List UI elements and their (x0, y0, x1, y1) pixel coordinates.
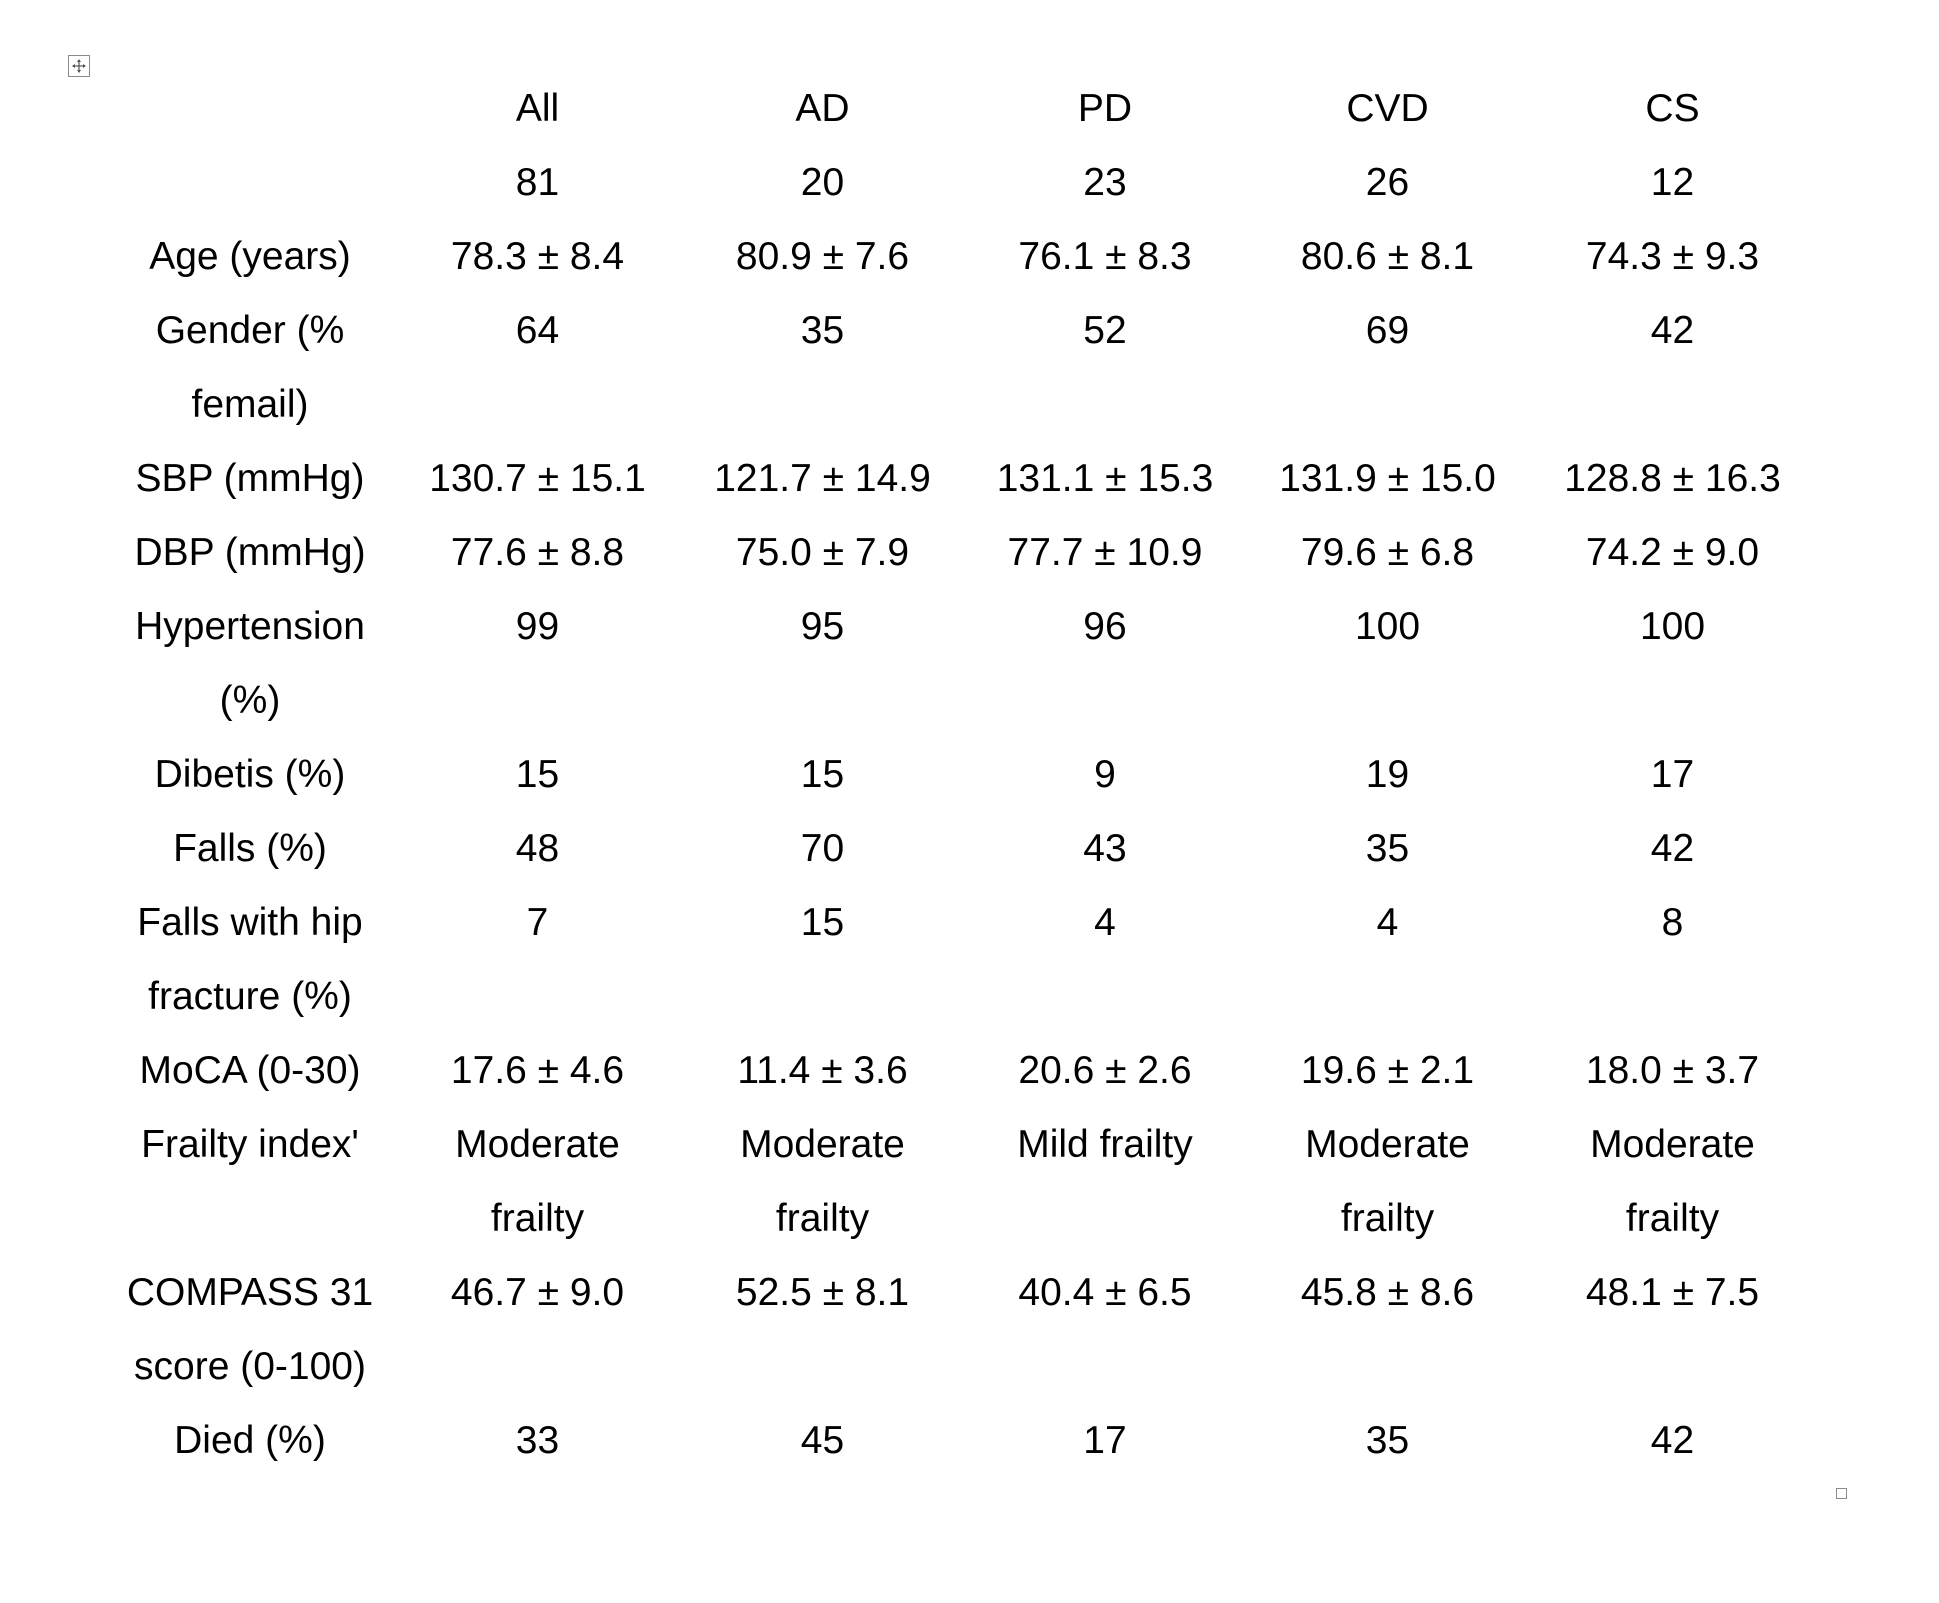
row-label-line: femail) (191, 383, 309, 426)
value-cell-pd: 9 (1094, 753, 1116, 796)
value-cell-pd: 131.1 ± 15.3 (996, 457, 1214, 500)
table-body (105, 146, 1815, 1478)
count-row (105, 146, 1815, 220)
row-label-cell (105, 738, 395, 812)
value-cell-ad: 121.7 ± 14.9 (714, 457, 931, 500)
count-cell-cs: 12 (1650, 161, 1695, 204)
value-line: frailty (1340, 1197, 1435, 1240)
value-cell-cs: 48.1 ± 7.5 (1585, 1271, 1760, 1314)
value-cell-cs: 17 (1650, 753, 1695, 796)
row-label-cell (105, 1034, 395, 1108)
row-label-line: Died (%) (174, 1419, 326, 1462)
value-cell-all: 33 (515, 1419, 560, 1462)
value-line: Mild frailty (1017, 1123, 1193, 1166)
value-cell-all: 7 (526, 901, 549, 944)
row-label-cell (105, 442, 395, 516)
value-cell-ad: 52.5 ± 8.1 (735, 1271, 910, 1314)
value-cell-pd (965, 1108, 1245, 1256)
table-row (105, 738, 1815, 812)
value-cell-pd: 4 (1094, 901, 1116, 944)
value-line: Moderate (1590, 1123, 1755, 1166)
row-label-cell (105, 516, 395, 590)
value-cell-ad: 70 (800, 827, 845, 870)
row-label-cell (105, 1108, 395, 1256)
row-label-cell (105, 1256, 395, 1404)
value-cell-pd: 96 (1083, 605, 1127, 648)
value-cell-cvd: 69 (1365, 309, 1410, 352)
header-cell-label (105, 72, 395, 146)
table-row (105, 516, 1815, 590)
value-cell-cs: 74.3 ± 9.3 (1585, 235, 1760, 278)
header-cell-all: All (515, 87, 560, 130)
count-cell-cvd: 26 (1365, 161, 1410, 204)
row-label-cell (105, 220, 395, 294)
row-label-line: fracture (%) (148, 975, 352, 1018)
row-label-line: score (0-100) (134, 1345, 366, 1388)
table-row (105, 1108, 1815, 1256)
value-cell-cs: 8 (1661, 901, 1684, 944)
value-line: Moderate (740, 1123, 905, 1166)
count-cell-label (105, 146, 395, 220)
table-row (105, 220, 1815, 294)
table-row (105, 442, 1815, 516)
value-cell-ad: 11.4 ± 3.6 (737, 1049, 908, 1092)
move-cross-icon (71, 58, 87, 74)
value-cell-all: 78.3 ± 8.4 (450, 235, 625, 278)
value-line: frailty (775, 1197, 870, 1240)
row-label-line: Age (years) (149, 235, 351, 278)
table-row (105, 886, 1815, 1034)
row-label-line: Falls (%) (173, 827, 327, 870)
value-cell-ad (680, 1108, 965, 1256)
row-label-line: Frailty index' (141, 1123, 359, 1166)
value-line: Moderate (455, 1123, 620, 1166)
header-cell-ad: AD (795, 87, 850, 130)
table-resize-handle[interactable] (1836, 1488, 1847, 1499)
value-cell-cs (1530, 1108, 1815, 1256)
row-label-line: Hypertension (135, 605, 365, 648)
value-cell-pd: 40.4 ± 6.5 (1018, 1271, 1192, 1314)
value-cell-all: 17.6 ± 4.6 (450, 1049, 625, 1092)
value-cell-pd: 17 (1083, 1419, 1127, 1462)
value-cell-cvd: 131.9 ± 15.0 (1279, 457, 1496, 500)
row-label-line: DBP (mmHg) (134, 531, 366, 574)
row-label-line: Falls with hip (137, 901, 363, 944)
row-label-line: (%) (219, 679, 281, 722)
table-move-handle[interactable] (68, 55, 90, 77)
count-cell-pd: 23 (1083, 161, 1127, 204)
value-cell-all: 64 (515, 309, 560, 352)
value-cell-cs: 42 (1650, 1419, 1695, 1462)
row-label-line: Dibetis (%) (154, 753, 346, 796)
value-cell-pd: 52 (1083, 309, 1127, 352)
value-cell-ad: 35 (800, 309, 845, 352)
header-cell-pd: PD (1077, 87, 1133, 130)
row-label-cell (105, 1404, 395, 1478)
value-cell-cs: 100 (1639, 605, 1706, 648)
value-cell-cvd: 79.6 ± 6.8 (1300, 531, 1475, 574)
table-row (105, 1404, 1815, 1478)
value-cell-all: 99 (515, 605, 560, 648)
value-cell-cvd: 35 (1365, 1419, 1410, 1462)
value-cell-cvd: 45.8 ± 8.6 (1300, 1271, 1475, 1314)
table-row (105, 1034, 1815, 1108)
count-cell-all: 81 (515, 161, 560, 204)
table-row (105, 812, 1815, 886)
row-label-cell (105, 812, 395, 886)
value-cell-ad: 95 (800, 605, 845, 648)
row-label-cell (105, 294, 395, 442)
value-cell-cs: 128.8 ± 16.3 (1564, 457, 1781, 500)
value-cell-cvd: 19.6 ± 2.1 (1300, 1049, 1475, 1092)
row-label-line: SBP (mmHg) (135, 457, 365, 500)
value-cell-all: 48 (515, 827, 560, 870)
header-cell-cvd: CVD (1346, 87, 1429, 130)
value-cell-cs: 18.0 ± 3.7 (1585, 1049, 1760, 1092)
row-label-cell (105, 590, 395, 738)
row-label-cell (105, 886, 395, 1034)
value-cell-cs: 42 (1650, 309, 1695, 352)
table-row (105, 1256, 1815, 1404)
value-cell-pd: 43 (1083, 827, 1127, 870)
value-cell-all (395, 1108, 680, 1256)
table-row (105, 590, 1815, 738)
value-cell-pd: 77.7 ± 10.9 (1007, 531, 1203, 574)
value-cell-cvd: 100 (1354, 605, 1421, 648)
value-cell-ad: 15 (800, 901, 845, 944)
row-label-line: MoCA (0-30) (139, 1049, 361, 1092)
value-cell-cvd (1245, 1108, 1530, 1256)
value-cell-all: 130.7 ± 15.1 (429, 457, 646, 500)
value-line: frailty (1625, 1197, 1720, 1240)
value-cell-cvd: 4 (1376, 901, 1399, 944)
header-row (105, 72, 1815, 146)
value-cell-ad: 45 (800, 1419, 845, 1462)
value-cell-cvd: 80.6 ± 8.1 (1300, 235, 1475, 278)
table-row (105, 294, 1815, 442)
value-cell-all: 77.6 ± 8.8 (450, 531, 625, 574)
header-cell-cs: CS (1645, 87, 1700, 130)
value-cell-cvd: 19 (1365, 753, 1410, 796)
row-label-line: COMPASS 31 (126, 1271, 374, 1314)
value-cell-pd: 76.1 ± 8.3 (1018, 235, 1192, 278)
value-line: frailty (490, 1197, 585, 1240)
value-line: Moderate (1305, 1123, 1470, 1166)
table-header (105, 72, 1815, 146)
value-cell-ad: 75.0 ± 7.9 (735, 531, 910, 574)
value-cell-all: 15 (515, 753, 560, 796)
summary-table (105, 72, 1815, 1478)
value-cell-cs: 74.2 ± 9.0 (1585, 531, 1760, 574)
row-label-line: Gender (% (155, 309, 345, 352)
value-cell-ad: 15 (800, 753, 845, 796)
value-cell-cvd: 35 (1365, 827, 1410, 870)
value-cell-all: 46.7 ± 9.0 (450, 1271, 625, 1314)
value-cell-pd: 20.6 ± 2.6 (1018, 1049, 1192, 1092)
value-cell-ad: 80.9 ± 7.6 (735, 235, 910, 278)
value-cell-cs: 42 (1650, 827, 1695, 870)
count-cell-ad: 20 (800, 161, 845, 204)
